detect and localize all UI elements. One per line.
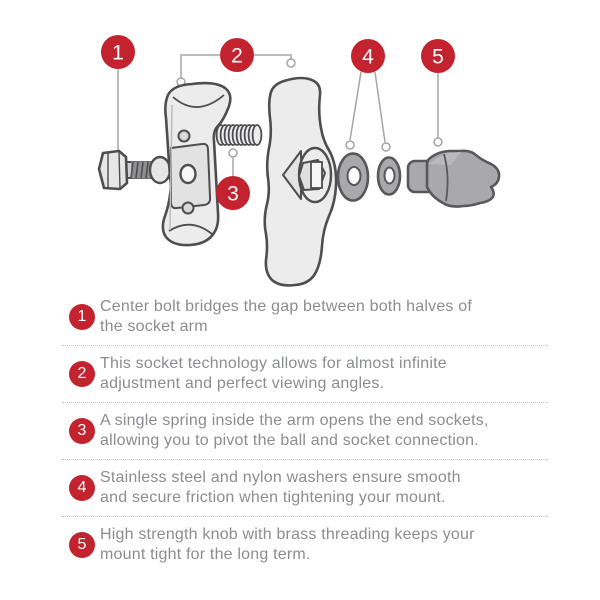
exploded-diagram bbox=[0, 0, 600, 290]
legend-item-4-line2: and secure friction when tightening your mount. bbox=[100, 488, 446, 506]
legend-item-2-line1: This socket technology allows for almost infinite bbox=[100, 355, 447, 372]
spring-part bbox=[217, 125, 262, 145]
callout-2-number: 2 bbox=[231, 44, 243, 68]
legend-item-5-line1: High strength knob with brass threading keeps your bbox=[100, 526, 475, 543]
callout-4 bbox=[351, 39, 385, 73]
legend-item-3 bbox=[62, 403, 548, 460]
legend-item-3-line1: A single spring inside the arm opens the end sockets, bbox=[100, 412, 489, 429]
legend-item-5-line2: mount tight for the long term. bbox=[100, 545, 311, 563]
legend-item-3-text bbox=[100, 411, 489, 450]
callout-2 bbox=[220, 38, 254, 72]
legend-item-1-text bbox=[100, 297, 472, 336]
legend-item-4-text bbox=[100, 468, 461, 507]
legend-item-3-line2: allowing you to pivot the ball and socket connection. bbox=[100, 431, 479, 449]
legend-item-1 bbox=[62, 289, 548, 346]
legend-item-2-text bbox=[100, 354, 447, 393]
legend-item-2-line2: adjustment and perfect viewing angles. bbox=[100, 374, 385, 392]
legend-item-1-badge: 1 bbox=[69, 304, 95, 330]
callout-1-number: 1 bbox=[112, 41, 124, 65]
callout-3-number: 3 bbox=[227, 182, 239, 206]
callout-5-number: 5 bbox=[432, 45, 444, 69]
legend-item-4-badge: 4 bbox=[69, 475, 95, 501]
legend-list bbox=[62, 289, 548, 573]
socket-arm-left-half bbox=[150, 83, 230, 245]
legend-item-4 bbox=[62, 460, 548, 517]
washer-large bbox=[338, 154, 368, 201]
socket-arm-right-half bbox=[265, 78, 336, 285]
legend-item-5 bbox=[62, 517, 548, 573]
legend-item-3-badge: 3 bbox=[69, 418, 95, 444]
legend-item-1-line1: Center bolt bridges the gap between both halves of bbox=[100, 298, 473, 315]
legend-item-4-line1: Stainless steel and nylon washers ensure smooth bbox=[100, 469, 461, 486]
knob-part bbox=[408, 151, 499, 207]
legend-item-5-text bbox=[100, 525, 475, 564]
legend-item-5-badge: 5 bbox=[69, 532, 95, 558]
callout-4-number: 4 bbox=[362, 45, 374, 69]
callout-3 bbox=[216, 176, 250, 210]
legend-item-2-badge: 2 bbox=[69, 361, 95, 387]
callout-5 bbox=[421, 39, 455, 73]
callout-1 bbox=[101, 35, 135, 69]
legend-item-1-line2: the socket arm bbox=[100, 317, 208, 335]
washer-small bbox=[378, 158, 400, 195]
legend-item-2 bbox=[62, 346, 548, 403]
